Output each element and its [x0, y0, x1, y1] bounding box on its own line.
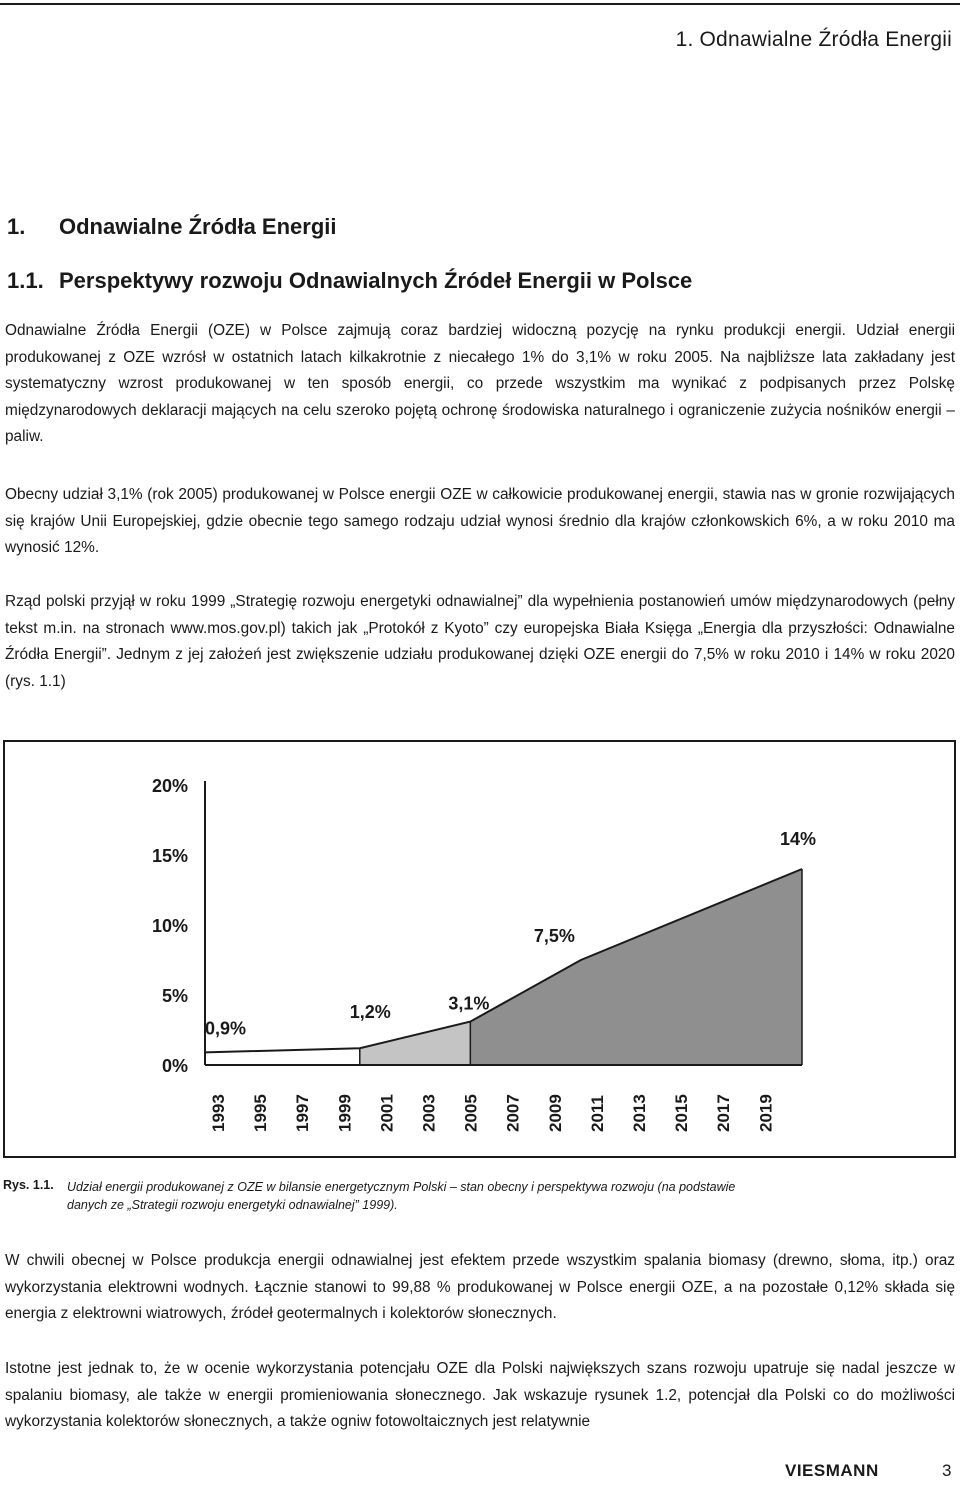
data-label: 3,1% — [448, 993, 490, 1014]
paragraph: Istotne jest jednak to, że w ocenie wykorzystania potencjału OZE dla Polski największych szans rozwoju upatruje się nadal jeszcze w spalaniu biomasy, ale także w energii promieniowania słonecznego. Jak wskazuje rysunek 1.2, potencjał dla Polski co do możliwości wykorzystania kolektorów słonecznych, a także ogniw fotowoltaicznych jest relatywnie — [5, 1360, 955, 1430]
x-tick-label: 1995 — [251, 1094, 271, 1132]
data-label: 1,2% — [349, 1002, 391, 1023]
x-tick-label: 1993 — [209, 1094, 228, 1132]
chart-frame — [3, 740, 956, 1158]
top-rule — [0, 3, 960, 5]
x-tick-label: 1999 — [335, 1094, 355, 1132]
data-label: 0,9% — [205, 1018, 247, 1039]
y-tick-label: 0% — [161, 1056, 188, 1076]
section-number: 1. — [7, 214, 26, 239]
subsection-number: 1.1. — [7, 268, 44, 293]
x-tick-label: 2011 — [587, 1095, 607, 1132]
figure-label: Rys. 1.1. — [3, 1178, 54, 1192]
data-label: 14% — [779, 829, 816, 849]
paragraph: Odnawialne Źródła Energii (OZE) w Polsce zajmują coraz bardziej widoczną pozycję na rynku produkcji energii. Udział energii produkowanej z OZE wzrósł w ostatnich latach kilkakrotnie z niecałego 1% do 3,1% w roku 2005. Na najbliższe lata zakładany jest systematyczny wzrost produkowanej w ten sposób energii, co przede wszystkim ma wynikać z podpisanych przez Polskę międzynarodowych deklaracji mających na celu szeroko pojętą ochronę środowiska naturalnego i ograniczenie zużycia nośników energii – paliw. — [5, 322, 955, 445]
running-header: 1. Odnawialne Źródła Energii — [675, 28, 952, 51]
paragraph: W chwili obecnej w Polsce produkcja energii odnawialnej jest efektem przede wszystkim spalania biomasy (drewno, słoma, itp.) oraz wykorzystania elektrowni wodnych. Łącznie stanowi to 99,88 % produkowanej w Polsce energii OZE, a na pozostałe 0,12% składa się energia z elektrowni wiatrowych, źródeł geotermalnych i kolektorów słonecznych. — [5, 1252, 955, 1322]
paragraph: Obecny udział 3,1% (rok 2005) produkowanej w Polsce energii OZE w całkowicie produkowanej energii, stawia nas w gronie rozwijających się krajów Unii Europejskiej, gdzie obecnie tego samego rodzaju udział wynosi średnio dla krajów członkowskich 6%, a w roku 2010 ma wynosić 12%. — [5, 486, 955, 556]
x-tick-label: 2015 — [672, 1094, 692, 1132]
figure-caption: Udział energii produkowanej z OZE w bilansie energetycznym Polski – stan obecny i perspektywa rozwoju (na podstawie danych ze „Strategii rozwoju energetyki odnawialnej” 1999). — [67, 1180, 736, 1212]
area-segment — [470, 869, 802, 1065]
x-tick-label: 2019 — [756, 1094, 776, 1132]
x-tick-label: 2005 — [461, 1094, 481, 1132]
subsection-title: Perspektywy rozwoju Odnawialnych Źródeł Energii w Polsce — [59, 268, 693, 293]
section-heading — [7, 214, 337, 240]
brand-logo: VIESMANN — [785, 1461, 879, 1480]
paragraph: Rząd polski przyjął w roku 1999 „Strategię rozwoju energetyki odnawialnej” dla wypełnienia postanowień umów międzynarodowych (pełny tekst m.in. na stronach www.mos.gov.pl) takich jak „Protokół z Kyoto” czy europejska Biała Księga „Energia dla przyszłości: Odnawialne Źródła Energii”. Jednym z jej założeń jest zwiększenie udziału produkowanej dzięki OZE energii do 7,5% w roku 2010 i 14% w roku 2020 (rys. 1.1) — [5, 593, 955, 690]
y-tick-label: 5% — [161, 986, 188, 1006]
y-tick-label: 15% — [151, 846, 188, 866]
data-label: 7,5% — [533, 926, 575, 946]
x-tick-label: 2017 — [714, 1094, 734, 1132]
x-tick-label: 2003 — [419, 1094, 439, 1132]
x-tick-label: 2009 — [545, 1094, 565, 1132]
y-tick-label: 20% — [151, 776, 188, 796]
page-number: 3 — [942, 1461, 952, 1480]
section-title: Odnawialne Źródła Energii — [59, 214, 337, 239]
subsection-heading — [7, 268, 692, 294]
x-tick-label: 2007 — [503, 1094, 523, 1132]
area-chart — [5, 742, 954, 1156]
x-tick-label: 1997 — [293, 1094, 313, 1132]
y-tick-label: 10% — [151, 916, 188, 936]
x-tick-label: 2013 — [630, 1094, 649, 1132]
x-tick-label: 2001 — [377, 1094, 397, 1132]
